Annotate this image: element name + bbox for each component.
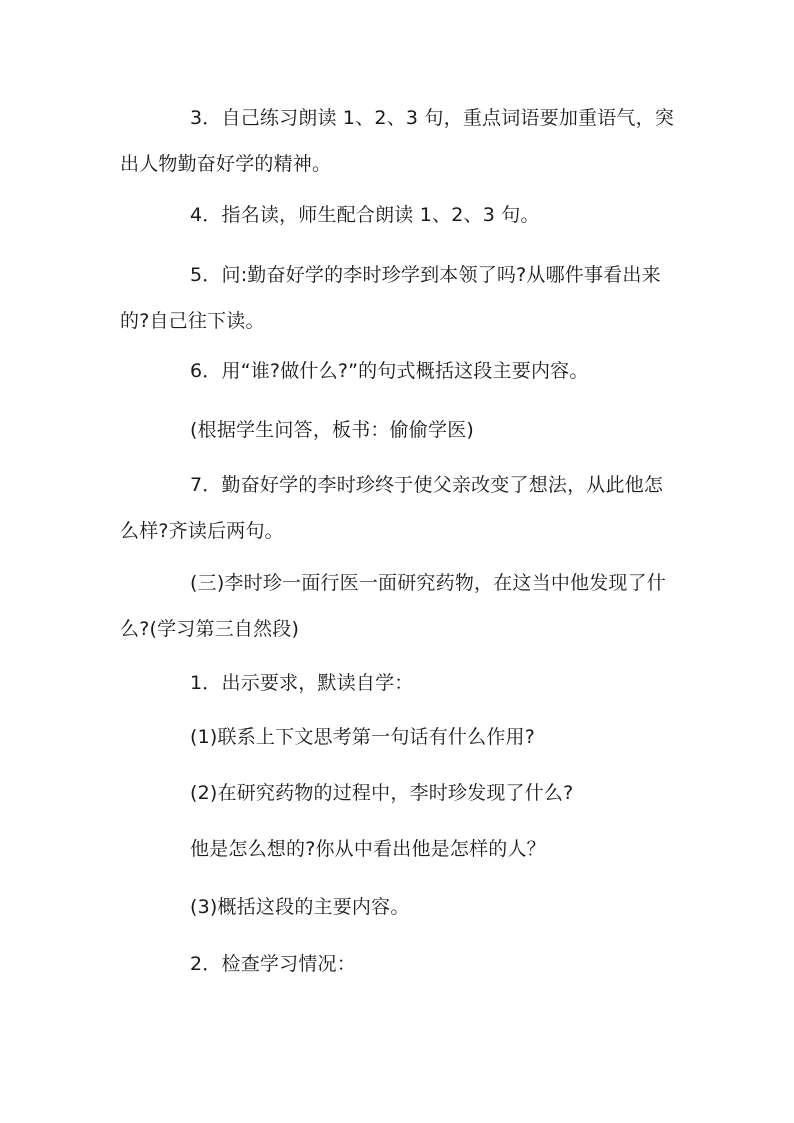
- paragraph-10: (2)在研究药物的过程中，李时珍发现了什么?: [190, 782, 574, 804]
- paragraph-11: 他是怎么想的?你从中看出他是怎样的人？: [190, 838, 546, 860]
- paragraph-8: 1．出示要求，默读自学：: [190, 672, 414, 694]
- paragraph-6: 7．勤奋好学的李时珍终于使父亲改变了想法，从此他怎么样?齐读后两句。: [120, 474, 664, 542]
- paragraph-13: 2．检查学习情况：: [190, 953, 356, 975]
- paragraph-9: (1)联系上下文思考第一句话有什么作用?: [190, 726, 535, 748]
- paragraph-4: 6．用“谁?做什么?”的句式概括这段主要内容。: [190, 360, 589, 382]
- paragraph-3: 5．问:勤奋好学的李时珍学到本领了吗?从哪件事看出来的?自己往下读。: [120, 264, 661, 332]
- paragraph-5: (根据学生问答，板书：偷偷学医): [190, 419, 475, 441]
- paragraph-1: 3．自己练习朗读 1、2、3 句，重点词语要加重语气，突出人物勤奋好学的精神。: [120, 107, 675, 175]
- paragraph-7: (三)李时珍一面行医一面研究药物，在这当中他发现了什么?(学习第三自然段): [120, 572, 667, 640]
- paragraph-12: (3)概括这段的主要内容。: [190, 896, 410, 918]
- paragraph-2: 4．指名读，师生配合朗读 1、2、3 句。: [190, 204, 540, 226]
